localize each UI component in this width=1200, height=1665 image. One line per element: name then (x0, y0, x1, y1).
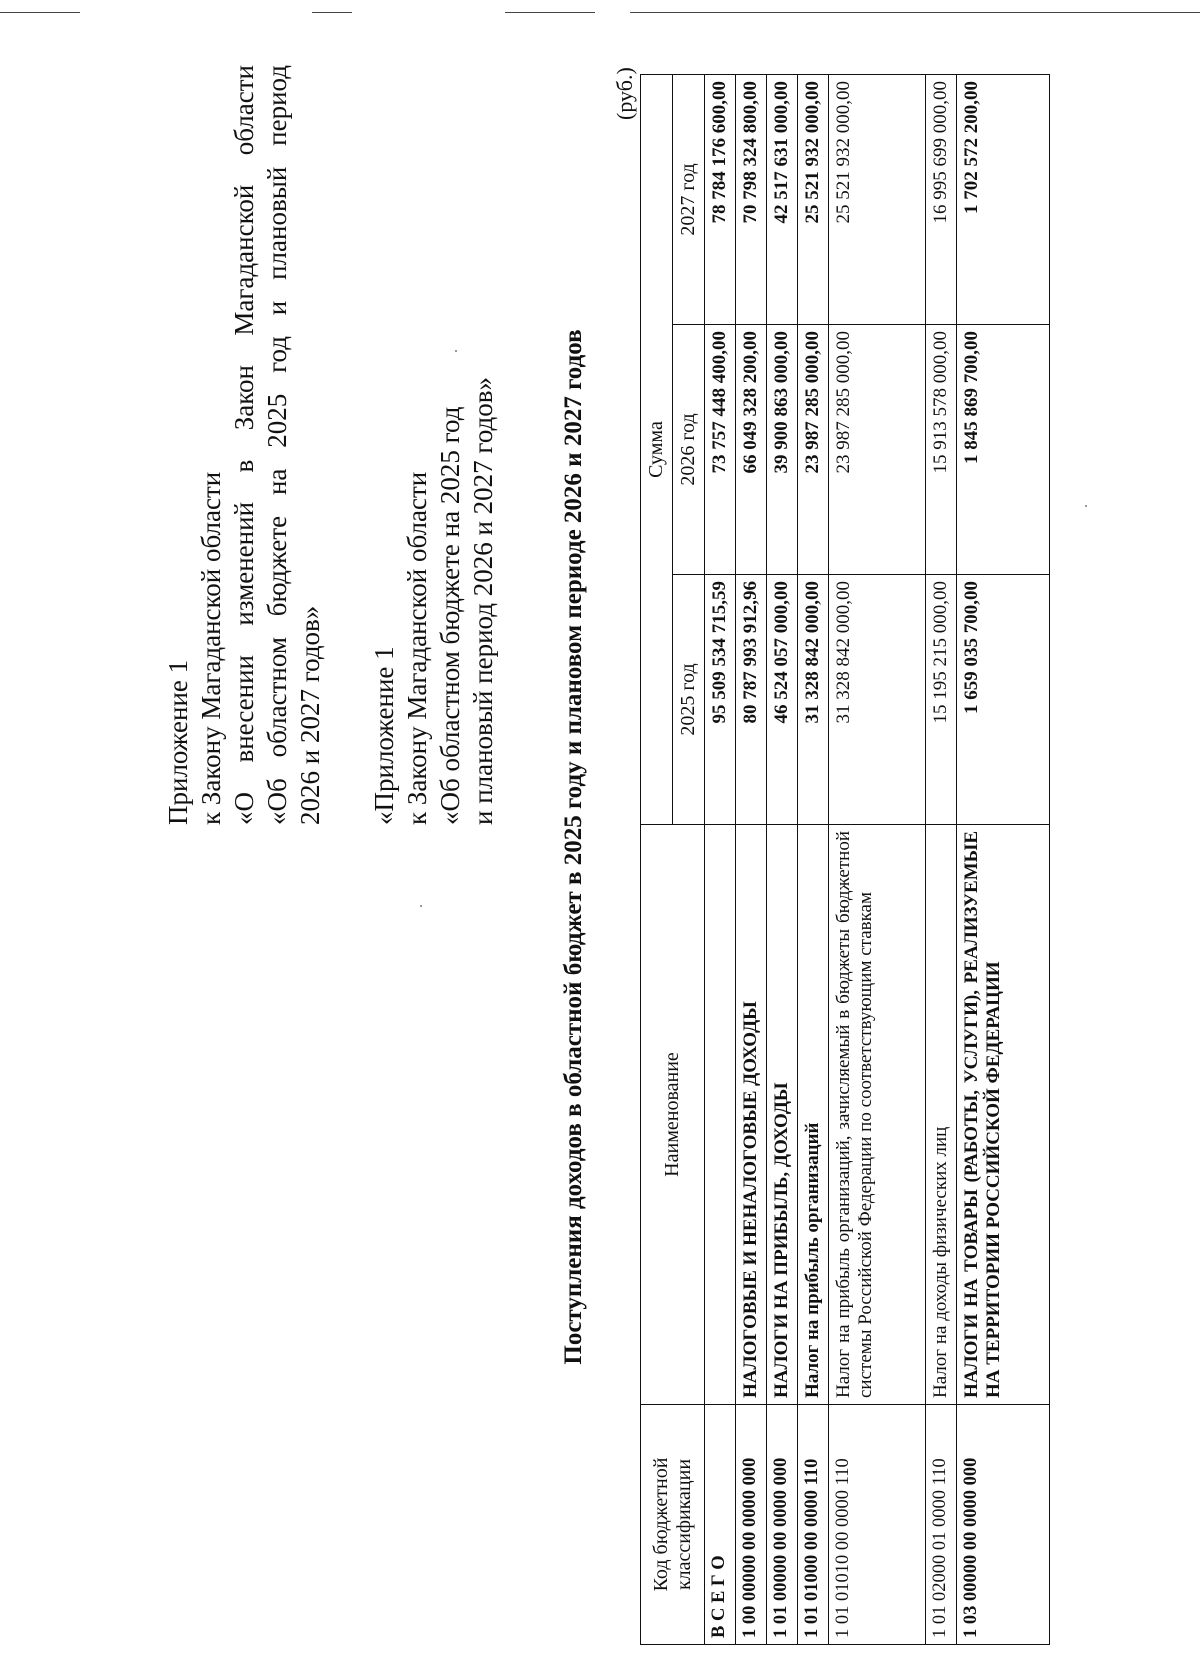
row-code: В С Е Г О (705, 1405, 736, 1645)
row-value-2026: 23 987 285 000,00 (829, 325, 926, 575)
row-value-2026: 73 757 448 400,00 (705, 325, 736, 575)
appendix-line: «Приложение 1 (369, 646, 399, 825)
row-name: Налог на прибыль организаций (798, 825, 829, 1405)
row-code: 1 00 00000 00 0000 000 (736, 1405, 767, 1645)
row-value-2026: 23 987 285 000,00 (798, 325, 829, 575)
header-year-2027: 2027 год (673, 74, 705, 324)
row-name: НАЛОГИ НА ПРИБЫЛЬ, ДОХОДЫ (767, 825, 798, 1405)
row-code: 1 01 00000 00 0000 000 (767, 1405, 798, 1645)
appendix-line: «О внесении изменений в Закон Магаданской области (229, 65, 259, 825)
row-value-2025: 31 328 842 000,00 (829, 575, 926, 825)
appendix-line: к Закону Магаданской области (402, 471, 432, 825)
header-year-2025: 2025 год (673, 575, 705, 825)
header-sum: Сумма (641, 74, 673, 824)
row-value-2026: 1 845 869 700,00 (957, 325, 1050, 575)
row-value-2025: 46 524 057 000,00 (767, 575, 798, 825)
row-value-2025: 80 787 993 912,96 (736, 575, 767, 825)
appendix-header (162, 65, 327, 825)
row-name: НАЛОГОВЫЕ И НЕНАЛОГОВЫЕ ДОХОДЫ (736, 825, 767, 1405)
appendix-line: 2026 и 2027 годов» (295, 605, 325, 825)
revenue-table (640, 74, 1050, 1645)
row-code: 1 01 02000 01 0000 110 (926, 1405, 957, 1645)
row-value-2027: 70 798 324 800,00 (736, 74, 767, 324)
appendix-line: «Об областном бюджете на 2025 год и плановый период (262, 65, 292, 825)
table-row (829, 74, 926, 1644)
appendix-line: «Об областном бюджете на 2025 год (435, 406, 465, 825)
row-value-2027: 25 521 932 000,00 (798, 74, 829, 324)
row-value-2026: 66 049 328 200,00 (736, 325, 767, 575)
row-value-2027: 42 517 631 000,00 (767, 74, 798, 324)
table-row (767, 74, 798, 1644)
row-value-2026: 39 900 863 000,00 (767, 325, 798, 575)
row-value-2027: 25 521 932 000,00 (829, 74, 926, 324)
row-value-2025: 15 195 215 000,00 (926, 575, 957, 825)
header-name: Наименование (641, 825, 705, 1405)
row-code: 1 01 01010 00 0000 110 (829, 1405, 926, 1645)
row-value-2027: 1 702 572 200,00 (957, 74, 1050, 324)
original-appendix-header (368, 205, 500, 825)
row-value-2025: 31 328 842 000,00 (798, 575, 829, 825)
row-value-2027: 16 995 699 000,00 (926, 74, 957, 324)
row-value-2025: 95 509 534 715,59 (705, 575, 736, 825)
row-value-2025: 1 659 035 700,00 (957, 575, 1050, 825)
header-code: Код бюджетной классификации (641, 1405, 705, 1645)
currency-unit: (руб.) (612, 67, 637, 120)
row-name: НАЛОГИ НА ТОВАРЫ (РАБОТЫ, УСЛУГИ), РЕАЛИЗУЕМЫЕ НА ТЕРРИТОРИИ РОССИЙСКОЙ ФЕДЕРАЦИИ (957, 825, 1050, 1405)
document-title: Поступления доходов в областной бюджет в 2025 году и плановом периоде 2026 и 2027 годов (560, 329, 587, 1365)
table-row (926, 74, 957, 1644)
table-row (798, 74, 829, 1644)
row-name (705, 825, 736, 1405)
appendix-line: Приложение 1 (163, 659, 193, 825)
appendix-line: к Закону Магаданской области (196, 471, 226, 825)
row-code: 1 03 00000 00 0000 000 (957, 1405, 1050, 1645)
row-code: 1 01 01000 00 0000 110 (798, 1405, 829, 1645)
table-row (957, 74, 1050, 1644)
table-row (736, 74, 767, 1644)
row-name: Налог на прибыль организаций, зачисляемый в бюджеты бюджетной системы Российской Федерации по соответствующим ставкам (829, 825, 926, 1405)
row-value-2027: 78 784 176 600,00 (705, 74, 736, 324)
appendix-line: и плановый период 2026 и 2027 годов» (468, 376, 498, 825)
header-year-2026: 2026 год (673, 325, 705, 575)
row-value-2026: 15 913 578 000,00 (926, 325, 957, 575)
table-row (705, 74, 736, 1644)
row-name: Налог на доходы физических лиц (926, 825, 957, 1405)
